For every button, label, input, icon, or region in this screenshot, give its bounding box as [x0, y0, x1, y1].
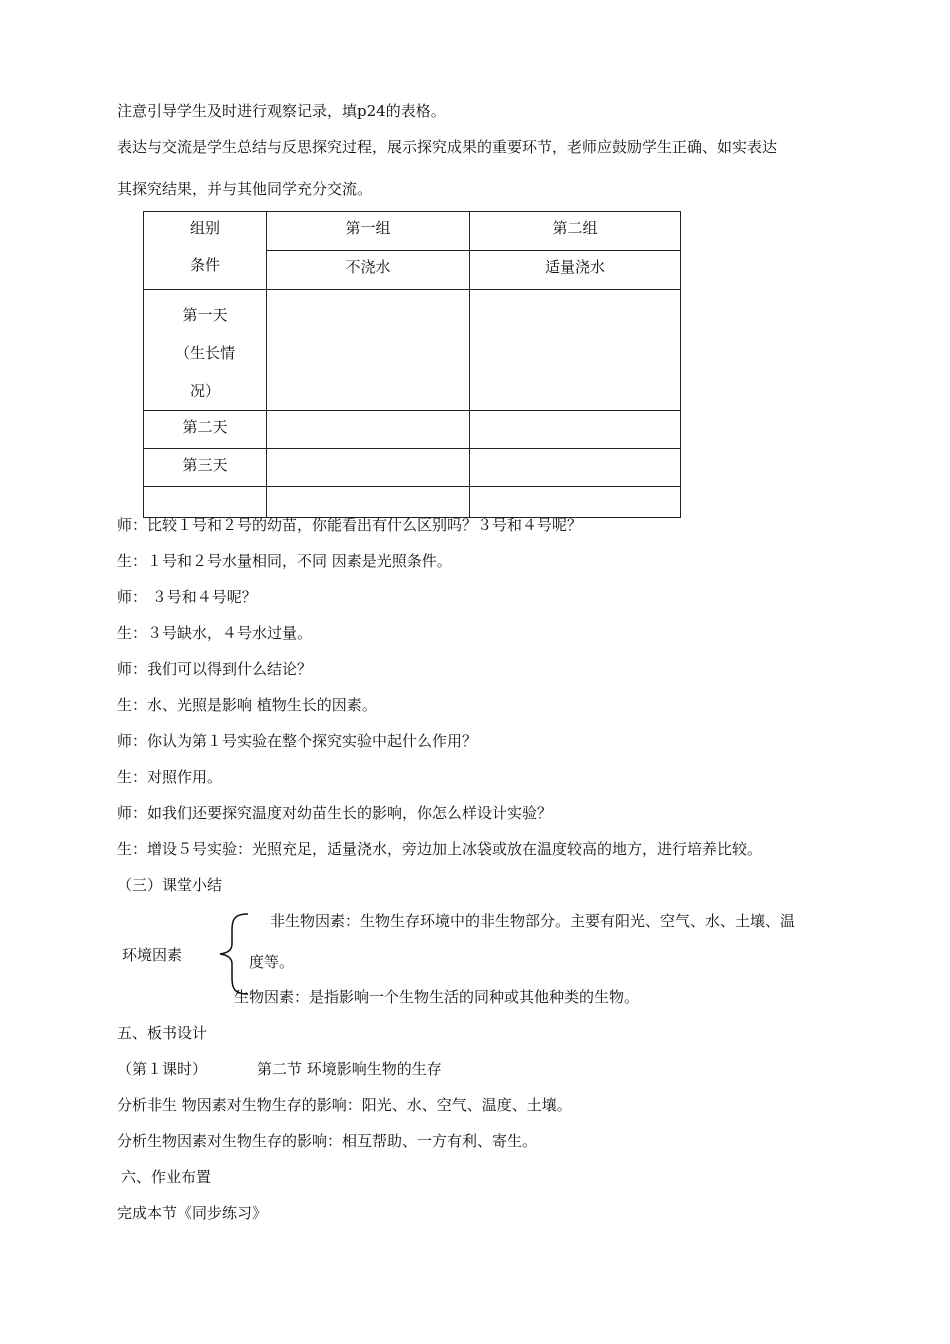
cond1-label: 不浇水	[345, 258, 391, 276]
table-cell	[267, 487, 470, 518]
table-cell	[470, 487, 681, 518]
environment-factor-label: 环境因素	[122, 946, 183, 964]
day1-note-b: 况）	[189, 382, 220, 400]
table-row-label	[144, 449, 267, 487]
nonbio-factor-text: 非生物因素：生物生存环境中的非生物部分。主要有阳光、空气、水、土壤、温	[270, 912, 796, 930]
dialog-line: 生：３号缺水，４号水过量。	[117, 624, 313, 642]
cond2-label: 适量浇水	[544, 258, 605, 276]
dialog-line: 生：增设５号实验：光照充足，适量浇水，旁边加上冰袋或放在温度较高的地方，进行培养比较。	[117, 840, 763, 858]
board-title: 第二节 环境影响生物的生存	[257, 1060, 442, 1078]
table-cell	[267, 290, 470, 411]
dialog-line: 师：我们可以得到什么结论？	[117, 660, 313, 678]
cond1-cell	[267, 251, 470, 290]
day2-label: 第二天	[182, 418, 228, 436]
table-row-label	[144, 411, 267, 449]
dialog-line: 师：比较１号和２号的幼苗，你能看出有什么区别吗？３号和４号呢？	[117, 516, 583, 534]
board-line-2: 分析生物因素对生物生存的影响：相互帮助、一方有利、寄生。	[117, 1132, 538, 1150]
group2-label: 第二组	[552, 219, 598, 237]
dialog-line: 生：水、光照是影响 植物生长的因素。	[117, 696, 377, 714]
summary-heading: （三）课堂小结	[117, 876, 223, 894]
board-lesson: （第１课时）	[117, 1060, 208, 1078]
day1-label: 第一天	[182, 306, 228, 324]
bio-factor-text: 生物因素：是指影响一个生物生活的同种或其他种类的生物。	[234, 988, 640, 1006]
table-cell	[267, 449, 470, 487]
cond2-cell	[470, 251, 681, 290]
dialog-line: 师： ３号和４号呢？	[117, 588, 257, 606]
group1-label: 第一组	[345, 219, 391, 237]
observation-table	[143, 211, 681, 518]
dialog-line: 师：你认为第１号实验在整个探究实验中起什么作用？	[117, 732, 478, 750]
homework-content: 完成本节《同步练习》	[117, 1204, 268, 1222]
homework-heading: 六、作业布置	[121, 1168, 212, 1186]
intro-paragraph-2: 表达与交流是学生总结与反思探究过程，展示探究成果的重要环节，老师应鼓励学生正确、如实表达	[117, 138, 778, 156]
table-cell	[267, 411, 470, 449]
group1-cell	[267, 212, 470, 251]
group2-cell	[470, 212, 681, 251]
curly-brace-icon	[218, 912, 252, 996]
table-cell	[470, 449, 681, 487]
table-cell	[470, 290, 681, 411]
board-line-1: 分析非生 物因素对生物生存的影响：阳光、水、空气、温度、土壤。	[117, 1096, 572, 1114]
table-header-cell	[144, 212, 267, 290]
board-heading: 五、板书设计	[117, 1024, 208, 1042]
dialog-line: 师：如我们还要探究温度对幼苗生长的影响，你怎么样设计实验？	[117, 804, 553, 822]
header-group-label: 组别	[189, 219, 220, 237]
intro-paragraph-2-cont: 其探究结果，并与其他同学充分交流。	[117, 180, 373, 198]
day1-note-a: （生长情	[174, 344, 235, 362]
table-row-label	[144, 290, 267, 411]
header-condition-label: 条件	[189, 256, 220, 274]
table-cell	[470, 411, 681, 449]
dialog-line: 生：对照作用。	[117, 768, 223, 786]
intro-paragraph-1: 注意引导学生及时进行观察记录，填p24的表格。	[117, 102, 446, 120]
nonbio-factor-text-cont: 度等。	[249, 953, 295, 971]
table-row-label	[144, 487, 267, 518]
day3-label: 第三天	[182, 456, 228, 474]
dialog-line: 生：１号和２号水量相同，不同 因素是光照条件。	[117, 552, 452, 570]
